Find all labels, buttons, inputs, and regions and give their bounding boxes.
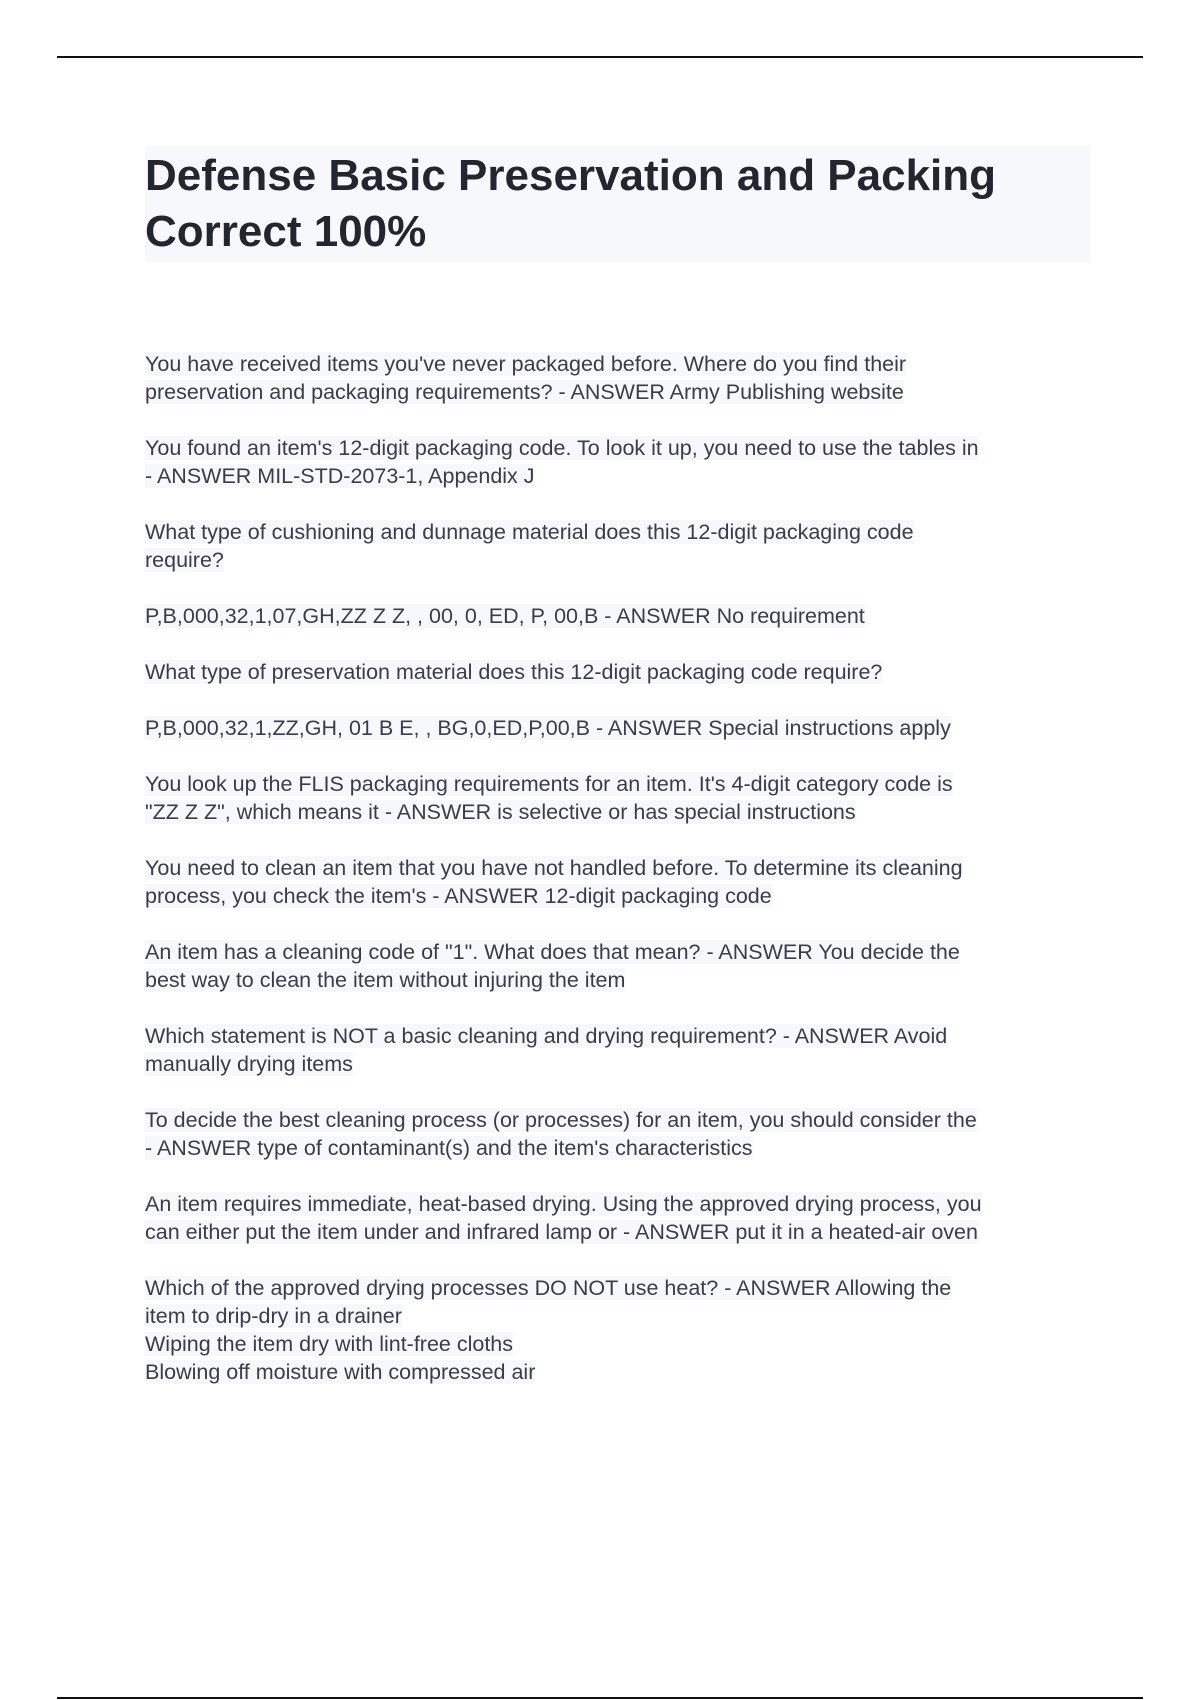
qa-line-text: An item requires immediate, heat-based drying. Using the approved drying process, you <box>145 1192 982 1216</box>
qa-line <box>145 938 1090 966</box>
qa-line-text: To decide the best cleaning process (or processes) for an item, you should consider the <box>145 1108 977 1132</box>
qa-line-text: require? <box>145 548 224 572</box>
qa-line-text: What type of cushioning and dunnage material does this 12-digit packaging code <box>145 520 914 544</box>
top-rule <box>57 56 1143 58</box>
bottom-rule <box>57 1697 1143 1699</box>
qa-line <box>145 1022 1090 1050</box>
qa-line <box>145 1330 1090 1358</box>
qa-line-text: You found an item's 12-digit packaging code. To look it up, you need to use the tables in <box>145 436 979 460</box>
qa-line <box>145 350 1090 378</box>
document-title <box>145 146 1090 262</box>
qa-list <box>145 350 1090 1386</box>
qa-line-text: Which of the approved drying processes DO NOT use heat? - ANSWER Allowing the <box>145 1276 952 1300</box>
qa-line <box>145 602 1090 630</box>
qa-line <box>145 1302 1090 1330</box>
document-body <box>145 146 1090 1414</box>
qa-line-text: preservation and packaging requirements? - ANSWER Army Publishing website <box>145 380 904 404</box>
qa-line <box>145 770 1090 798</box>
qa-item <box>145 854 1090 910</box>
qa-item <box>145 714 1090 742</box>
qa-line-text: "ZZ Z Z", which means it - ANSWER is selective or has special instructions <box>145 800 856 824</box>
qa-line <box>145 1134 1090 1162</box>
qa-item <box>145 938 1090 994</box>
title-block <box>145 146 1090 262</box>
qa-item <box>145 1106 1090 1162</box>
qa-line-text: You look up the FLIS packaging requirements for an item. It's 4-digit category code is <box>145 772 953 796</box>
qa-line <box>145 434 1090 462</box>
qa-line-text: process, you check the item's - ANSWER 12-digit packaging code <box>145 884 772 908</box>
qa-line-text: You need to clean an item that you have not handled before. To determine its cleaning <box>145 856 963 880</box>
qa-item <box>145 770 1090 826</box>
qa-line <box>145 1050 1090 1078</box>
qa-line <box>145 658 1090 686</box>
qa-line-text: What type of preservation material does this 12-digit packaging code require? <box>145 660 883 684</box>
title-line-1: Defense Basic Preservation and Packing <box>145 151 997 200</box>
qa-line <box>145 966 1090 994</box>
qa-line <box>145 854 1090 882</box>
qa-line-text: An item has a cleaning code of "1". What does that mean? - ANSWER You decide the <box>145 940 960 964</box>
qa-line-text: best way to clean the item without injuring the item <box>145 968 626 992</box>
qa-item <box>145 1022 1090 1078</box>
qa-line <box>145 882 1090 910</box>
qa-line <box>145 518 1090 546</box>
qa-line <box>145 714 1090 742</box>
qa-line-text: Which statement is NOT a basic cleaning and drying requirement? - ANSWER Avoid <box>145 1024 948 1048</box>
qa-line-text: You have received items you've never packaged before. Where do you find their <box>145 352 907 376</box>
qa-line <box>145 1190 1090 1218</box>
qa-line-text: P,B,000,32,1,07,GH,ZZ Z Z, , 00, 0, ED, P, 00,B - ANSWER No requirement <box>145 604 865 628</box>
qa-line <box>145 798 1090 826</box>
qa-item <box>145 602 1090 630</box>
qa-line-text: can either put the item under and infrared lamp or - ANSWER put it in a heated-air oven <box>145 1220 978 1244</box>
qa-item <box>145 518 1090 574</box>
qa-line <box>145 1358 1090 1386</box>
qa-line <box>145 1274 1090 1302</box>
qa-line <box>145 546 1090 574</box>
qa-line-text: P,B,000,32,1,ZZ,GH, 01 B E, , BG,0,ED,P,00,B - ANSWER Special instructions apply <box>145 716 951 740</box>
qa-line <box>145 1106 1090 1134</box>
qa-item <box>145 1190 1090 1246</box>
qa-line <box>145 378 1090 406</box>
qa-line-text: item to drip-dry in a drainer <box>145 1304 402 1328</box>
qa-line-text: - ANSWER MIL-STD-2073-1, Appendix J <box>145 464 535 488</box>
qa-item <box>145 434 1090 490</box>
qa-item <box>145 350 1090 406</box>
qa-item <box>145 1274 1090 1386</box>
qa-line <box>145 1218 1090 1246</box>
qa-line-text: Blowing off moisture with compressed air <box>145 1360 536 1384</box>
qa-line-text: - ANSWER type of contaminant(s) and the item's characteristics <box>145 1136 753 1160</box>
qa-line-text: manually drying items <box>145 1052 353 1076</box>
qa-line-text: Wiping the item dry with lint-free cloths <box>145 1332 514 1356</box>
title-line-2: Correct 100% <box>145 207 427 256</box>
qa-line <box>145 462 1090 490</box>
qa-item <box>145 658 1090 686</box>
